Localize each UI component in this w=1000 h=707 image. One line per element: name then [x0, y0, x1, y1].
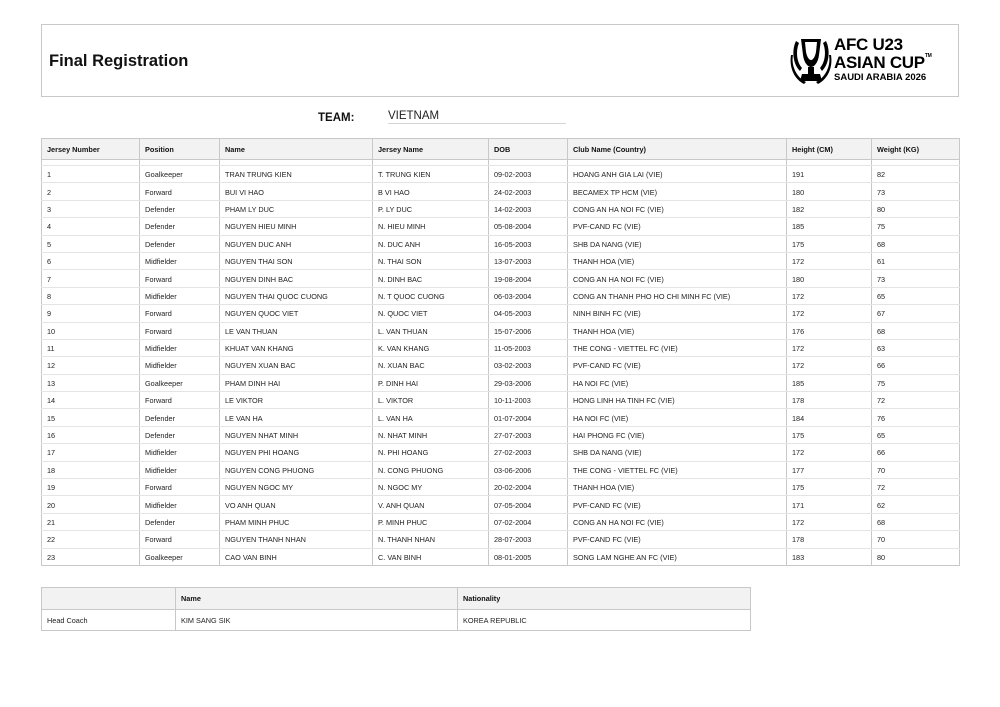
height-cell: 172 [787, 444, 872, 461]
name-cell: CAO VAN BINH [220, 548, 373, 565]
staff-table [41, 587, 751, 631]
name-cell: PHAM MINH PHUC [220, 513, 373, 530]
jersey-number-cell: 10 [42, 322, 140, 339]
player-row [42, 166, 960, 183]
dob-cell: 05-08-2004 [489, 218, 568, 235]
staff-body [42, 610, 751, 631]
weight-cell: 61 [872, 252, 960, 269]
name-cell: LE VAN THUAN [220, 322, 373, 339]
height-cell: 171 [787, 496, 872, 513]
club-cell: SONG LAM NGHE AN FC (VIE) [568, 548, 787, 565]
player-row [42, 426, 960, 443]
staff-row [42, 610, 751, 631]
jersey-name-cell: N. DUC ANH [373, 235, 489, 252]
dob-cell: 14-02-2003 [489, 200, 568, 217]
name-cell: NGUYEN NHAT MINH [220, 426, 373, 443]
club-cell: HONG LINH HA TINH FC (VIE) [568, 392, 787, 409]
position-cell: Defender [140, 235, 220, 252]
club-cell: HOANG ANH GIA LAI (VIE) [568, 166, 787, 183]
player-row [42, 218, 960, 235]
position-cell: Midfielder [140, 252, 220, 269]
jersey-number-cell: 2 [42, 183, 140, 200]
name-cell: NGUYEN HIEU MINH [220, 218, 373, 235]
height-cell: 175 [787, 479, 872, 496]
jersey-name-cell: N. DINH BAC [373, 270, 489, 287]
player-row [42, 322, 960, 339]
staff-col-nationality: Nationality [458, 588, 751, 610]
players-table [41, 138, 960, 566]
jersey-number-cell: 17 [42, 444, 140, 461]
club-cell: PVF-CAND FC (VIE) [568, 357, 787, 374]
jersey-name-cell: N. NHAT MINH [373, 426, 489, 443]
player-row [42, 461, 960, 478]
dob-cell: 11-05-2003 [489, 339, 568, 356]
players-body [42, 160, 960, 566]
jersey-name-cell: N. CONG PHUONG [373, 461, 489, 478]
position-cell: Forward [140, 305, 220, 322]
jersey-name-cell: T. TRUNG KIEN [373, 166, 489, 183]
name-cell: LE VAN HA [220, 409, 373, 426]
club-cell: THANH HOA (VIE) [568, 479, 787, 496]
logo-wordmark [834, 36, 931, 83]
position-cell: Forward [140, 479, 220, 496]
dob-cell: 10-11-2003 [489, 392, 568, 409]
club-cell: THE CONG - VIETTEL FC (VIE) [568, 461, 787, 478]
dob-cell: 20-02-2004 [489, 479, 568, 496]
player-row [42, 270, 960, 287]
name-cell: NGUYEN DINH BAC [220, 270, 373, 287]
jersey-number-cell: 11 [42, 339, 140, 356]
club-cell: HA NOI FC (VIE) [568, 374, 787, 391]
dob-cell: 19-08-2004 [489, 270, 568, 287]
club-cell: THANH HOA (VIE) [568, 322, 787, 339]
height-cell: 172 [787, 339, 872, 356]
name-cell: NGUYEN CONG PHUONG [220, 461, 373, 478]
jersey-name-cell: N. XUAN BAC [373, 357, 489, 374]
weight-cell: 80 [872, 200, 960, 217]
height-cell: 172 [787, 252, 872, 269]
height-cell: 191 [787, 166, 872, 183]
trademark-mark: TM [924, 53, 932, 59]
height-cell: 185 [787, 374, 872, 391]
player-row [42, 444, 960, 461]
position-cell: Forward [140, 322, 220, 339]
club-cell: SHB DA NANG (VIE) [568, 235, 787, 252]
weight-cell: 75 [872, 218, 960, 235]
logo-line-2-text: ASIAN CUP [834, 53, 925, 72]
staff-nationality-cell: KOREA REPUBLIC [458, 610, 751, 631]
weight-cell: 70 [872, 461, 960, 478]
weight-cell: 68 [872, 513, 960, 530]
jersey-number-cell: 16 [42, 426, 140, 443]
jersey-number-cell: 3 [42, 200, 140, 217]
club-cell: BECAMEX TP HCM (VIE) [568, 183, 787, 200]
jersey-name-cell: N. HIEU MINH [373, 218, 489, 235]
jersey-number-cell: 22 [42, 531, 140, 548]
name-cell: NGUYEN XUAN BAC [220, 357, 373, 374]
jersey-name-cell: L. VAN HA [373, 409, 489, 426]
weight-cell: 76 [872, 409, 960, 426]
name-cell: NGUYEN QUOC VIET [220, 305, 373, 322]
player-row [42, 479, 960, 496]
dob-cell: 07-05-2004 [489, 496, 568, 513]
jersey-number-cell: 6 [42, 252, 140, 269]
height-cell: 172 [787, 305, 872, 322]
height-cell: 180 [787, 183, 872, 200]
jersey-name-cell: N. QUOC VIET [373, 305, 489, 322]
name-cell: NGUYEN THAI SON [220, 252, 373, 269]
name-cell: TRAN TRUNG KIEN [220, 166, 373, 183]
position-cell: Forward [140, 270, 220, 287]
club-cell: CONG AN THANH PHO HO CHI MINH FC (VIE) [568, 287, 787, 304]
weight-cell: 63 [872, 339, 960, 356]
jersey-name-cell: P. LY DUC [373, 200, 489, 217]
dob-cell: 27-07-2003 [489, 426, 568, 443]
jersey-number-cell: 1 [42, 166, 140, 183]
height-cell: 175 [787, 235, 872, 252]
jersey-name-cell: N. PHI HOANG [373, 444, 489, 461]
trophy-logo-icon [790, 35, 832, 85]
position-cell: Defender [140, 218, 220, 235]
jersey-name-cell: L. VAN THUAN [373, 322, 489, 339]
position-cell: Defender [140, 409, 220, 426]
dob-cell: 03-02-2003 [489, 357, 568, 374]
height-cell: 175 [787, 426, 872, 443]
weight-cell: 70 [872, 531, 960, 548]
height-cell: 184 [787, 409, 872, 426]
name-cell: NGUYEN DUC ANH [220, 235, 373, 252]
jersey-name-cell: L. VIKTOR [373, 392, 489, 409]
jersey-name-cell: N. NGOC MY [373, 479, 489, 496]
club-cell: HA NOI FC (VIE) [568, 409, 787, 426]
player-row [42, 235, 960, 252]
name-cell: NGUYEN PHI HOANG [220, 444, 373, 461]
height-cell: 185 [787, 218, 872, 235]
dob-cell: 03-06-2006 [489, 461, 568, 478]
dob-cell: 29-03-2006 [489, 374, 568, 391]
col-club: Club Name (Country) [568, 139, 787, 160]
club-cell: CONG AN HA NOI FC (VIE) [568, 513, 787, 530]
player-row [42, 305, 960, 322]
player-row [42, 374, 960, 391]
position-cell: Midfielder [140, 444, 220, 461]
jersey-number-cell: 4 [42, 218, 140, 235]
dob-cell: 07-02-2004 [489, 513, 568, 530]
player-row [42, 183, 960, 200]
name-cell: NGUYEN THANH NHAN [220, 531, 373, 548]
player-row [42, 287, 960, 304]
jersey-name-cell: N. THAI SON [373, 252, 489, 269]
position-cell: Defender [140, 513, 220, 530]
position-cell: Forward [140, 531, 220, 548]
dob-cell: 01-07-2004 [489, 409, 568, 426]
col-jersey-name: Jersey Name [373, 139, 489, 160]
position-cell: Midfielder [140, 339, 220, 356]
weight-cell: 65 [872, 426, 960, 443]
dob-cell: 27-02-2003 [489, 444, 568, 461]
weight-cell: 73 [872, 270, 960, 287]
col-position: Position [140, 139, 220, 160]
players-header-row [42, 139, 960, 160]
club-cell: HAI PHONG FC (VIE) [568, 426, 787, 443]
dob-cell: 13-07-2003 [489, 252, 568, 269]
player-row [42, 357, 960, 374]
position-cell: Midfielder [140, 461, 220, 478]
name-cell: BUI VI HAO [220, 183, 373, 200]
player-row [42, 513, 960, 530]
jersey-name-cell: P. MINH PHUC [373, 513, 489, 530]
weight-cell: 73 [872, 183, 960, 200]
weight-cell: 62 [872, 496, 960, 513]
staff-col-role [42, 588, 176, 610]
player-row [42, 409, 960, 426]
dob-cell: 15-07-2006 [489, 322, 568, 339]
logo-line-3: SAUDI ARABIA 2026 [834, 72, 927, 83]
name-cell: KHUAT VAN KHANG [220, 339, 373, 356]
jersey-name-cell: C. VAN BINH [373, 548, 489, 565]
position-cell: Defender [140, 426, 220, 443]
height-cell: 176 [787, 322, 872, 339]
jersey-number-cell: 14 [42, 392, 140, 409]
jersey-number-cell: 8 [42, 287, 140, 304]
logo-line-1: AFC U23 [834, 35, 903, 54]
weight-cell: 66 [872, 444, 960, 461]
weight-cell: 75 [872, 374, 960, 391]
dob-cell: 04-05-2003 [489, 305, 568, 322]
weight-cell: 68 [872, 322, 960, 339]
player-row [42, 392, 960, 409]
dob-cell: 08-01-2005 [489, 548, 568, 565]
jersey-number-cell: 15 [42, 409, 140, 426]
position-cell: Goalkeeper [140, 374, 220, 391]
club-cell: THE CONG - VIETTEL FC (VIE) [568, 339, 787, 356]
logo-line-2 [834, 54, 931, 71]
dob-cell: 09-02-2003 [489, 166, 568, 183]
name-cell: PHAM DINH HAI [220, 374, 373, 391]
jersey-number-cell: 7 [42, 270, 140, 287]
jersey-name-cell: B VI HAO [373, 183, 489, 200]
weight-cell: 72 [872, 392, 960, 409]
col-height: Height (CM) [787, 139, 872, 160]
position-cell: Midfielder [140, 287, 220, 304]
name-cell: VO ANH QUAN [220, 496, 373, 513]
player-row [42, 252, 960, 269]
club-cell: THANH HOA (VIE) [568, 252, 787, 269]
jersey-number-cell: 9 [42, 305, 140, 322]
jersey-name-cell: V. ANH QUAN [373, 496, 489, 513]
jersey-number-cell: 21 [42, 513, 140, 530]
name-cell: NGUYEN THAI QUOC CUONG [220, 287, 373, 304]
dob-cell: 16-05-2003 [489, 235, 568, 252]
height-cell: 182 [787, 200, 872, 217]
team-label: TEAM: [318, 112, 355, 124]
dob-cell: 28-07-2003 [489, 531, 568, 548]
position-cell: Forward [140, 392, 220, 409]
team-row [0, 108, 1000, 130]
club-cell: PVF-CAND FC (VIE) [568, 531, 787, 548]
position-cell: Goalkeeper [140, 548, 220, 565]
dob-cell: 06-03-2004 [489, 287, 568, 304]
staff-role-cell: Head Coach [47, 615, 88, 625]
name-cell: PHAM LY DUC [220, 200, 373, 217]
position-cell: Midfielder [140, 496, 220, 513]
jersey-name-cell: N. T QUOC CUONG [373, 287, 489, 304]
jersey-number-cell: 18 [42, 461, 140, 478]
position-cell: Forward [140, 183, 220, 200]
height-cell: 172 [787, 287, 872, 304]
jersey-number-cell: 12 [42, 357, 140, 374]
club-cell: SHB DA NANG (VIE) [568, 444, 787, 461]
height-cell: 172 [787, 357, 872, 374]
height-cell: 180 [787, 270, 872, 287]
jersey-name-cell: N. THANH NHAN [373, 531, 489, 548]
weight-cell: 72 [872, 479, 960, 496]
height-cell: 172 [787, 513, 872, 530]
club-cell: PVF-CAND FC (VIE) [568, 218, 787, 235]
jersey-number-cell: 13 [42, 374, 140, 391]
staff-col-name: Name [176, 588, 458, 610]
staff-name-cell: KIM SANG SIK [176, 610, 458, 631]
jersey-number-cell: 23 [47, 552, 56, 562]
club-cell: CONG AN HA NOI FC (VIE) [568, 270, 787, 287]
jersey-name-cell: K. VAN KHANG [373, 339, 489, 356]
position-cell: Midfielder [140, 357, 220, 374]
col-dob: DOB [489, 139, 568, 160]
weight-cell: 68 [872, 235, 960, 252]
header-box [41, 24, 959, 97]
team-value: VIETNAM [388, 110, 566, 124]
name-cell: NGUYEN NGOC MY [220, 479, 373, 496]
dob-cell: 24-02-2003 [489, 183, 568, 200]
weight-cell: 67 [872, 305, 960, 322]
col-name: Name [220, 139, 373, 160]
club-cell: NINH BINH FC (VIE) [568, 305, 787, 322]
jersey-number-cell: 19 [42, 479, 140, 496]
weight-cell: 66 [872, 357, 960, 374]
col-jersey-number: Jersey Number [42, 139, 140, 160]
weight-cell: 65 [872, 287, 960, 304]
club-cell: PVF-CAND FC (VIE) [568, 496, 787, 513]
height-cell: 183 [787, 548, 872, 565]
afc-u23-asian-cup-logo [790, 35, 948, 85]
weight-cell: 82 [872, 166, 960, 183]
weight-cell: 80 [872, 548, 960, 565]
player-row [42, 531, 960, 548]
position-cell: Goalkeeper [140, 166, 220, 183]
club-cell: CONG AN HA NOI FC (VIE) [568, 200, 787, 217]
player-row [42, 339, 960, 356]
height-cell: 178 [787, 531, 872, 548]
player-row [42, 496, 960, 513]
jersey-name-cell: P. DINH HAI [373, 374, 489, 391]
name-cell: LE VIKTOR [220, 392, 373, 409]
col-weight: Weight (KG) [872, 139, 960, 160]
page-title: Final Registration [49, 52, 189, 70]
jersey-number-cell: 20 [42, 496, 140, 513]
height-cell: 178 [787, 392, 872, 409]
staff-header-row [42, 588, 751, 610]
height-cell: 177 [787, 461, 872, 478]
position-cell: Defender [140, 200, 220, 217]
player-row [42, 200, 960, 217]
jersey-number-cell: 5 [42, 235, 140, 252]
player-row [42, 548, 960, 565]
